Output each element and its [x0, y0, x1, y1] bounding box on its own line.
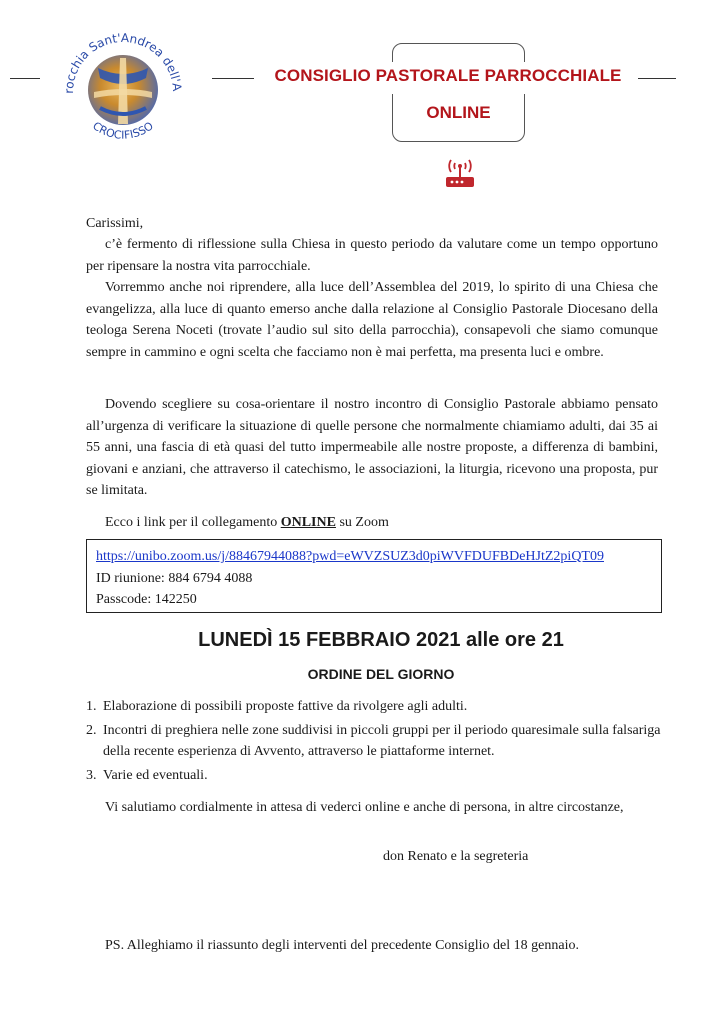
parish-logo — [58, 20, 188, 150]
agenda-item-number: 2. — [86, 723, 97, 738]
agenda-item-text: Incontri di preghiera nelle zone suddivisi in piccoli gruppi per il periodo quaresimale sulla falsariga della recente esperienza di Avvento, attraverso le piattaforme internet. — [103, 723, 661, 759]
agenda-item-number: 3. — [86, 768, 97, 783]
paragraph-1 — [86, 234, 658, 277]
paragraph-1-text: c’è fermento di riflessione sulla Chiesa in questo periodo da valutare come un tempo opportuno per ripensare la nostra vita parrocchiale. — [86, 237, 658, 274]
page-subtitle: ONLINE — [426, 103, 491, 122]
greeting: Carissimi, — [86, 216, 144, 231]
signature: don Renato e la segreteria — [383, 849, 529, 864]
meeting-date: LUNEDÌ 15 FEBBRAIO 2021 alle ore 21 — [198, 629, 564, 651]
header-rule-left-outer — [10, 78, 40, 79]
zoom-info-box — [86, 539, 662, 613]
postscript: PS. Alleghiamo il riassunto degli interventi del precedente Consiglio del 18 gennaio. — [105, 938, 579, 953]
link-intro-before: Ecco i link per il collegamento — [105, 515, 281, 530]
closing-paragraph — [86, 797, 646, 818]
agenda-item — [86, 696, 678, 717]
paragraph-2-text: Vorremmo anche noi riprendere, alla luce dell’Assemblea del 2019, lo spirito di una Chiesa che evangelizza, alla luce di quanto emerso anche dalla relazione al Consiglio Pastorale Diocesano della teologa Serena Noceti (trovate l’audio sul sito della parrocchia), consapevoli che siamo comunque sempre in cammino e ogni scelta che facciamo non è mai perfetta, ma presenta luci e ombre. — [86, 280, 658, 360]
logo-ring-text-bottom: CROCIFISSO — [90, 119, 156, 142]
logo-ring-text-top: rocchia Sant'Andrea dell'A — [61, 30, 185, 94]
agenda-title: ORDINE DEL GIORNO — [307, 666, 455, 682]
paragraph-2 — [86, 277, 658, 363]
agenda-item — [86, 720, 678, 762]
link-intro-online: ONLINE — [280, 515, 336, 530]
header-rule-right — [638, 78, 676, 79]
agenda-item-text: Varie ed eventuali. — [103, 768, 208, 783]
agenda-item-number: 1. — [86, 699, 97, 714]
page-title: CONSIGLIO PASTORALE PARROCCHIALE — [274, 66, 622, 85]
zoom-passcode: Passcode: 142250 — [96, 592, 197, 607]
agenda-list — [86, 696, 678, 789]
closing-text: Vi salutiamo cordialmente in attesa di vederci online e anche di persona, in altre circostanze, — [105, 800, 624, 815]
agenda-item-text: Elaborazione di possibili proposte fattive da rivolgere agli adulti. — [103, 699, 468, 714]
header-rule-left-inner — [212, 78, 254, 79]
zoom-link[interactable]: https://unibo.zoom.us/j/88467944088?pwd=eWVZSUZ3d0piWVFDUFBDeHJtZ2piQT09 — [96, 549, 604, 564]
paragraph-3 — [86, 394, 658, 502]
link-intro — [105, 515, 389, 531]
agenda-item — [86, 765, 678, 786]
paragraph-3-text: Dovendo scegliere su cosa-orientare il nostro incontro di Consiglio Pastorale abbiamo pensato all’urgenza di verificare la situazione di quelle persone che normalmente chiamiamo adulti, dai 35 ai 55 anni, una fascia di età quasi del tutto impermeabile alle nostre proposte, a differenza di bambini, giovani e anziani, che attraverso il catechismo, le associazioni, la liturgia, ricevono una proposta, pur se limitata. — [86, 397, 658, 498]
link-intro-after: su Zoom — [335, 515, 389, 530]
router-icon — [444, 158, 476, 190]
zoom-meeting-id: ID riunione: 884 6794 4088 — [96, 571, 253, 586]
